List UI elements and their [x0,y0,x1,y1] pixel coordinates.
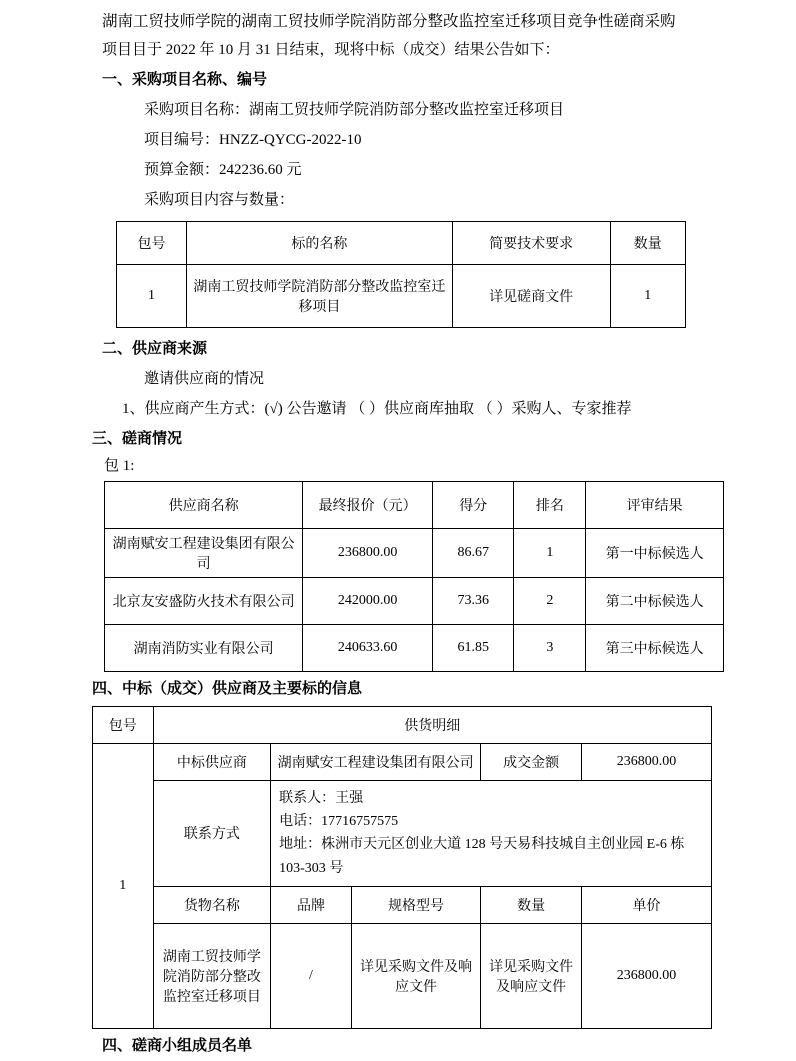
cell-rank: 1 [514,529,586,578]
section-2-heading: 二、供应商来源 [102,340,208,357]
negotiation-result-table [104,481,724,672]
cell-supplier-name: 湖南消防实业有限公司 [105,625,303,672]
contact-person: 联系人：王强 [279,791,364,807]
intro-paragraph: 项目目于 2022 年 10 月 31 日结束，现将中标（成交）结果公告如下： [102,41,560,58]
cell-review-result: 第一中标候选人 [586,529,724,578]
th-package-no: 包号 [117,221,187,264]
cell-supplier-name: 北京友安盛防火技术有限公司 [105,578,303,625]
th-final-price: 最终报价（元） [303,482,433,529]
document-title: 湖南工贸技师学院的湖南工贸技师学院消防部分整改监控室迁移项目竞争性磋商采购 [102,13,676,30]
cell-goods-name: 湖南工贸技师学院消防部分整改监控室迁移项目 [153,923,271,1028]
section-3-heading: 三、磋商情况 [92,430,183,447]
cell-unit-price: 236800.00 [581,923,711,1028]
budget-label: 预算金额： [144,161,220,178]
project-name-value: 湖南工贸技师学院消防部分整改监控室迁移项目 [249,101,565,118]
table-row [93,923,712,1028]
label-contact: 联系方式 [153,781,271,886]
cell-review-result: 第二中标候选人 [586,578,724,625]
project-name-row [46,95,750,125]
value-winner: 湖南赋安工程建设集团有限公司 [271,744,481,781]
cell-tech-req: 详见磋商文件 [452,264,610,327]
cell-review-result: 第三中标候选人 [586,625,724,672]
project-code-value: HNZZ-QYCG-2022-10 [219,131,362,148]
cell-score: 61.85 [433,625,514,672]
budget-row [46,155,750,185]
cell-package-no: 1 [93,744,154,1028]
th-score: 得分 [433,482,514,529]
cell-final-price: 242000.00 [303,578,433,625]
cell-brand: / [271,923,352,1028]
cell-package-no: 1 [117,264,187,327]
budget-value: 242236.60 元 [219,161,302,178]
project-content-table [116,221,686,328]
cell-final-price: 240633.60 [303,625,433,672]
th-supplier-name: 供应商名称 [105,482,303,529]
table-header-row [93,707,712,744]
value-amount: 236800.00 [581,744,711,781]
project-name-label: 采购项目名称： [144,101,250,118]
table-header-row [105,482,724,529]
th-item-name: 标的名称 [187,221,453,264]
table-row [117,264,686,327]
label-winner: 中标供应商 [153,744,271,781]
table-row [93,781,712,886]
table-row [93,744,712,781]
contact-address: 地址：株洲市天元区创业大道 128 号天易科技城自主创业园 E-6 栋 103-303 号 [279,837,685,876]
th-package-no: 包号 [93,707,154,744]
winner-detail-table [92,706,712,1028]
section-4-heading: 四、中标（成交）供应商及主要标的信息 [92,681,363,698]
contact-phone: 电话：17716757575 [279,814,399,830]
supplier-method-line: 1、供应商产生方式：(√) 公告邀请 （ ）供应商库抽取 （ ）采购人、专家推荐 [122,400,632,417]
cell-item-name: 湖南工贸技师学院消防部分整改监控室迁移项目 [187,264,453,327]
content-label: 采购项目内容与数量： [144,191,295,208]
cell-final-price: 236800.00 [303,529,433,578]
table-row [105,529,724,578]
th-goods-quantity: 数量 [481,886,582,923]
label-amount: 成交金额 [481,744,582,781]
th-supply-detail: 供货明细 [153,707,711,744]
cell-rank: 2 [514,578,586,625]
supplier-source-line: 邀请供应商的情况 [144,370,265,387]
table-row [105,625,724,672]
th-rank: 排名 [514,482,586,529]
cell-supplier-name: 湖南赋安工程建设集团有限公司 [105,529,303,578]
value-contact [271,781,712,886]
table-header-row [93,886,712,923]
cell-score: 73.36 [433,578,514,625]
table-row [105,578,724,625]
project-code-label: 项目编号： [144,131,220,148]
th-review-result: 评审结果 [586,482,724,529]
table-header-row [117,221,686,264]
package-label-1: 包 1: [104,457,135,474]
section-1-heading: 一、采购项目名称、编号 [102,71,268,88]
cell-goods-quantity: 详见采购文件及响应文件 [481,923,582,1028]
cell-rank: 3 [514,625,586,672]
th-quantity: 数量 [610,221,685,264]
cell-quantity: 1 [610,264,685,327]
th-unit-price: 单价 [581,886,711,923]
th-brand: 品牌 [271,886,352,923]
section-5-heading: 四、磋商小组成员名单 [102,1037,253,1054]
th-tech-req: 简要技术要求 [452,221,610,264]
project-code-row [46,125,750,155]
th-spec-model: 规格型号 [351,886,480,923]
cell-score: 86.67 [433,529,514,578]
th-goods-name: 货物名称 [153,886,271,923]
cell-spec-model: 详见采购文件及响应文件 [351,923,480,1028]
